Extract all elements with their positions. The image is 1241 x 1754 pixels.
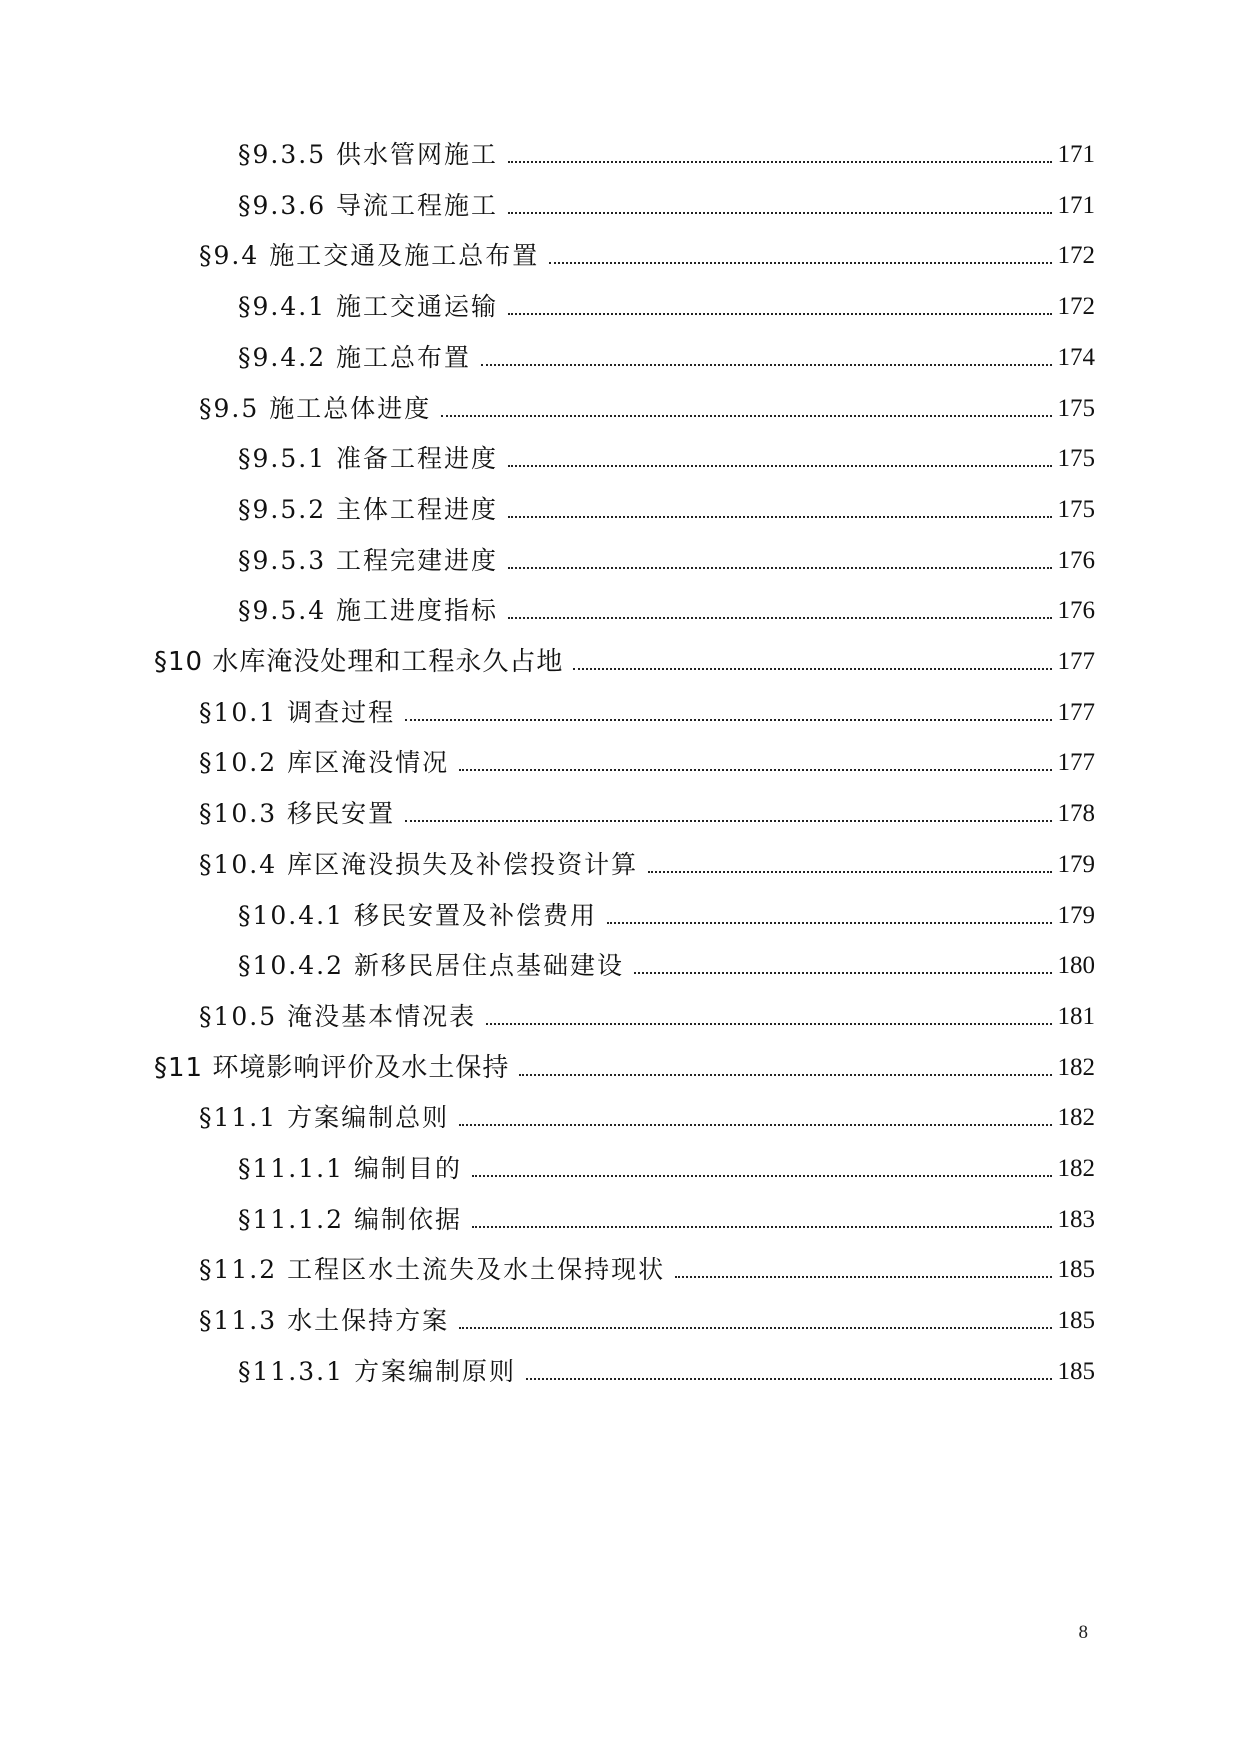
toc-entry-title: §11.1.1 编制目的 xyxy=(238,1154,462,1183)
dot-leader xyxy=(634,972,1052,974)
toc-entry xyxy=(199,384,1095,424)
toc-entry-title: §11.1.2 编制依据 xyxy=(238,1204,462,1234)
toc-entry-page: 177 xyxy=(1057,648,1095,675)
dot-leader xyxy=(508,617,1051,619)
dot-leader xyxy=(405,820,1051,822)
toc-entry-title: §11.1 方案编制总则 xyxy=(199,1103,450,1133)
dot-leader xyxy=(405,719,1051,721)
toc-entry-page: 185 xyxy=(1057,1307,1095,1335)
dot-leader xyxy=(508,313,1051,315)
toc-entry xyxy=(238,586,1095,626)
dot-leader xyxy=(508,161,1051,163)
toc-entry xyxy=(199,1093,1095,1133)
dot-leader xyxy=(508,567,1051,569)
toc-entry-page: 185 xyxy=(1057,1357,1095,1385)
toc-entry-page: 179 xyxy=(1057,901,1095,929)
toc-entry-title: §11 环境影响评价及水土保持 xyxy=(154,1052,510,1083)
dot-leader xyxy=(459,1327,1051,1329)
toc-entry-page: 178 xyxy=(1057,800,1095,828)
dot-leader xyxy=(508,465,1051,467)
toc-entry-page: 181 xyxy=(1057,1002,1095,1030)
toc-entry-title: §11.3.1 方案编制原则 xyxy=(238,1356,516,1386)
toc-entry-page: 175 xyxy=(1057,495,1095,523)
toc-entry-page: 176 xyxy=(1057,597,1095,625)
toc-entry-page: 174 xyxy=(1057,343,1095,371)
toc-entry xyxy=(199,231,1095,271)
toc-entry xyxy=(199,992,1095,1032)
toc-entry xyxy=(238,181,1095,221)
toc-entry-title: §9.4 施工交通及施工总布置 xyxy=(199,241,540,271)
toc-entry-page: 172 xyxy=(1057,293,1095,321)
toc-entry-title: §9.3.6 导流工程施工 xyxy=(238,190,499,220)
toc-entry-title: §10.1 调查过程 xyxy=(199,697,396,727)
toc-entry xyxy=(199,789,1095,829)
dot-leader xyxy=(486,1023,1051,1025)
toc-entry-title: §11.3 水土保持方案 xyxy=(199,1306,450,1336)
page-number: 8 xyxy=(1078,1622,1088,1643)
toc-entry xyxy=(238,333,1095,373)
toc-entry xyxy=(238,891,1095,931)
toc-entry xyxy=(238,536,1095,576)
toc-entry xyxy=(154,637,1095,677)
dot-leader xyxy=(472,1175,1052,1177)
dot-leader xyxy=(607,922,1052,924)
dot-leader xyxy=(526,1378,1052,1380)
toc-entry xyxy=(238,282,1095,322)
toc-entry-title: §11.2 工程区水土流失及水土保持现状 xyxy=(199,1255,666,1285)
toc-entry-title: §10.4.2 新移民居住点基础建设 xyxy=(238,951,624,981)
toc-entry-title: §10 水库淹没处理和工程永久占地 xyxy=(154,647,564,677)
toc-entry xyxy=(199,738,1095,778)
toc-entry xyxy=(199,840,1095,880)
toc-entry-page: 177 xyxy=(1057,698,1095,726)
toc-entry-title: §9.5.1 准备工程进度 xyxy=(238,444,499,474)
toc-entry-title: §10.4 库区淹没损失及补偿投资计算 xyxy=(199,849,639,879)
toc-entry xyxy=(238,1347,1095,1387)
toc-entry-page: 183 xyxy=(1057,1205,1095,1233)
toc-entry xyxy=(238,434,1095,474)
toc-entry xyxy=(238,1195,1095,1235)
toc-entry-page: 180 xyxy=(1057,952,1095,980)
toc-entry xyxy=(199,1245,1095,1285)
toc-entry-title: §10.5 淹没基本情况表 xyxy=(199,1001,477,1031)
toc-entry-title: §9.5.4 施工进度指标 xyxy=(238,596,499,626)
toc-entry-title: §9.5.3 工程完建进度 xyxy=(238,545,499,575)
toc-entry-title: §9.4.2 施工总布置 xyxy=(238,342,472,372)
dot-leader xyxy=(459,1124,1051,1126)
toc-entry xyxy=(154,1043,1095,1083)
dot-leader xyxy=(481,364,1051,366)
dot-leader xyxy=(675,1276,1051,1278)
toc-entry-page: 185 xyxy=(1057,1256,1095,1284)
toc-entry-page: 176 xyxy=(1057,546,1095,574)
toc-entry xyxy=(238,130,1095,170)
toc-entry-title: §9.5.2 主体工程进度 xyxy=(238,494,499,524)
toc-entry-title: §10.4.1 移民安置及补偿费用 xyxy=(238,900,597,930)
toc-entry-page: 171 xyxy=(1057,191,1095,219)
dot-leader xyxy=(441,415,1051,417)
toc-entry-page: 175 xyxy=(1057,445,1095,473)
toc-entry xyxy=(199,1296,1095,1336)
dot-leader xyxy=(519,1074,1051,1076)
dot-leader xyxy=(573,668,1051,670)
dot-leader xyxy=(549,262,1051,264)
dot-leader xyxy=(459,769,1051,771)
toc-entry-page: 177 xyxy=(1057,749,1095,777)
toc-entry-title: §10.3 移民安置 xyxy=(199,799,396,829)
toc-entry-title: §9.3.5 供水管网施工 xyxy=(238,140,499,169)
toc-entry xyxy=(238,1144,1095,1184)
toc-entry-title: §9.5 施工总体进度 xyxy=(199,393,432,423)
toc-entry-page: 182 xyxy=(1057,1104,1095,1132)
toc-entry xyxy=(238,941,1095,981)
toc-entry-page: 182 xyxy=(1057,1155,1095,1182)
dot-leader xyxy=(508,212,1051,214)
toc-entry-page: 172 xyxy=(1057,242,1095,270)
dot-leader xyxy=(472,1226,1052,1228)
toc-entry xyxy=(199,688,1095,728)
dot-leader xyxy=(648,871,1051,873)
toc-entry-page: 179 xyxy=(1057,850,1095,878)
toc-entry-page: 182 xyxy=(1057,1053,1095,1081)
toc-entry-title: §9.4.1 施工交通运输 xyxy=(238,292,499,322)
toc-entry xyxy=(238,485,1095,525)
toc-entry-title: §10.2 库区淹没情况 xyxy=(199,748,450,778)
toc-entry-page: 171 xyxy=(1057,141,1095,168)
toc-entry-page: 175 xyxy=(1057,394,1095,422)
dot-leader xyxy=(508,516,1051,518)
